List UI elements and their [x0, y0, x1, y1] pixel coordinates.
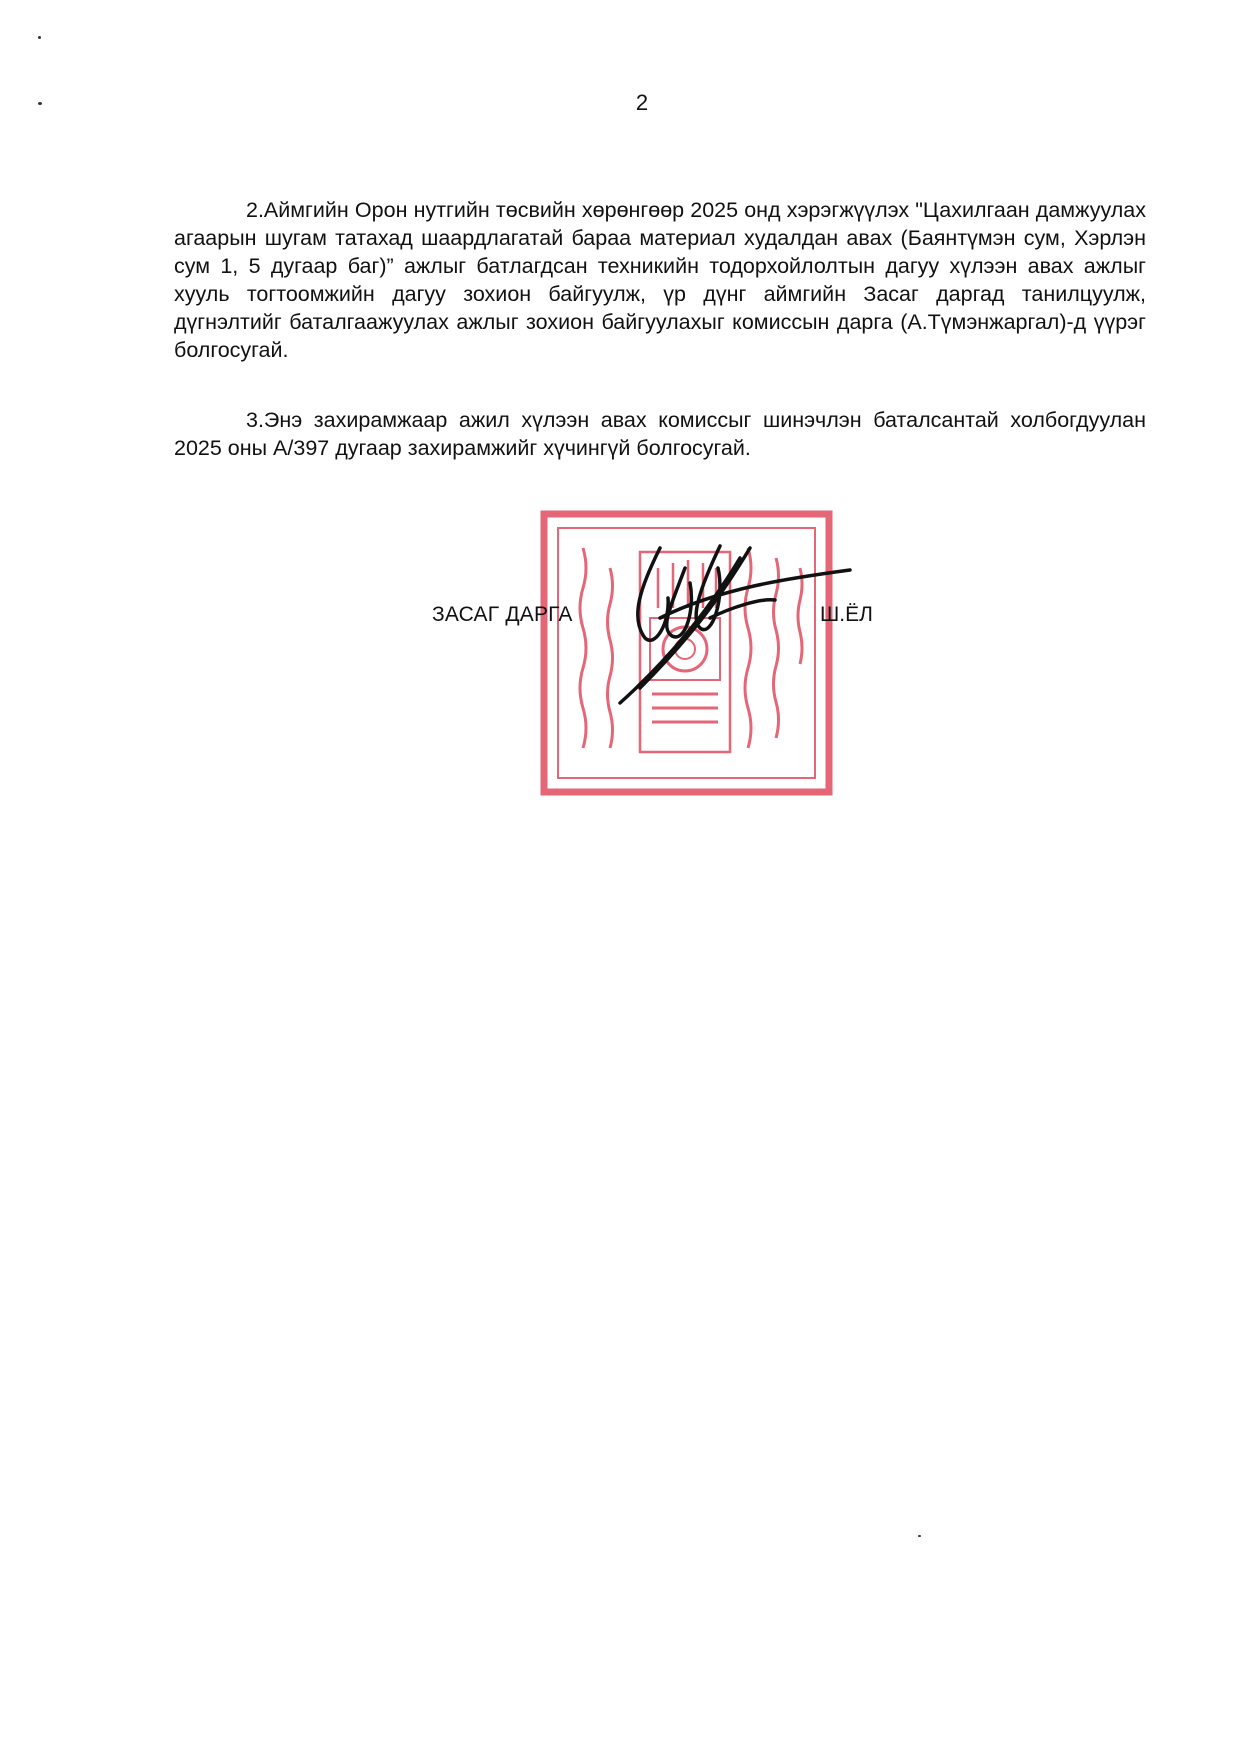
- scan-speck: [38, 36, 41, 39]
- paragraph-text: 2.Аймгийн Орон нутгийн төсвийн хөрөнгөөр 2025 онд хэрэгжүүлэх "Цахилгаан дамжуулах агаарын шугам татахад шаардлагатай бараа материал худалдан авах (Баянтүмэн сум, Хэрлэн сум 1, 5 дугаар баг)” ажлыг батлагдсан техникийн тодорхойлолтын дагуу хүлээн авах ажлыг хууль тогтоомжийн дагуу зохион байгуулж, үр дүнг аймгийн Засаг даргад танилцуулж, дүгнэлтийг баталгаажуулах ажлыг зохион байгуулахыг комиссын дарга (А.Түмэнжаргал)-д үүрэг болгосугай.: [174, 198, 1146, 362]
- paragraph-text: 3.Энэ захирамжаар ажил хүлээн авах комиссыг шинэчлэн баталсантай холбогдуулан 2025 оны А/397 дугаар захирамжийг хүчингүй болгосугай.: [174, 408, 1146, 460]
- paragraph-2: [174, 196, 1146, 364]
- handwritten-signature: [600, 528, 860, 728]
- signatory-name: Ш.ЁЛ: [820, 603, 873, 626]
- scan-speck: [38, 102, 42, 105]
- scan-speck: [918, 1535, 921, 1537]
- page-number: 2: [635, 90, 649, 115]
- signatory-title: ЗАСАГ ДАРГА: [432, 603, 573, 626]
- paragraph-3: [174, 406, 1146, 462]
